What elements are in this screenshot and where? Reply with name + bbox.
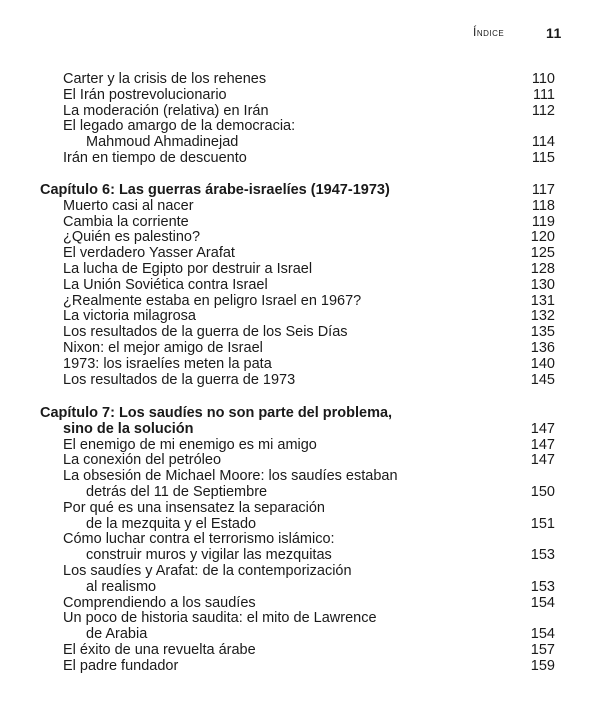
toc-entry-row [0,294,600,310]
page-ref: 135 [530,324,555,341]
page-ref: 114 [531,134,555,151]
page-ref: 154 [530,594,555,611]
page-ref: 157 [530,641,555,658]
entry-title: al realismo [86,578,157,595]
page-ref: 151 [530,515,555,532]
page-ref: 150 [530,483,555,500]
entry-title: La Unión Soviética contra Israel [63,276,268,293]
page-ref: 130 [530,276,555,293]
toc-entry-row [0,341,600,357]
chapter-title: Capítulo 6: Las guerras árabe-israelíes (1947-1973) [40,182,390,198]
toc-entry-row [0,580,600,596]
toc-entry-row [0,469,600,485]
page-ref: 119 [531,213,555,230]
toc-entry-row [0,119,600,135]
toc-entry-row [0,246,600,262]
entry-title: Un poco de historia saudita: el mito de Lawrence [63,610,377,627]
entry-title: Carter y la crisis de los rehenes [63,71,267,87]
toc-entry-row [0,548,600,564]
toc-entry-row [0,659,600,675]
entry-title: El verdadero Yasser Arafat [63,245,235,262]
entry-title: El enemigo de mi enemigo es mi amigo [63,436,317,453]
entry-title: La lucha de Egipto por destruir a Israel [63,260,313,277]
entry-title: de Arabia [86,626,148,643]
entry-title: Cómo luchar contra el terrorismo islámico: [63,531,335,548]
toc-entry-row [0,230,600,246]
toc-entry-row [0,72,600,88]
page-number: 11 [546,25,562,41]
toc-section-chapter-6 [0,183,600,388]
page-ref: 128 [530,260,555,277]
entry-title: El éxito de una revuelta árabe [63,641,256,658]
entry-title: Irán en tiempo de descuento [63,149,247,166]
toc-entry-row [0,643,600,659]
entry-title: El padre fundador [63,657,179,674]
chapter-heading-row [0,422,600,438]
entry-title: La moderación (relativa) en Irán [63,102,269,119]
page-ref: 117 [531,182,555,198]
entry-title: ¿Quién es palestino? [63,229,201,246]
toc-entry-row [0,135,600,151]
page-ref: 118 [531,197,555,214]
entry-title: El Irán postrevolucionario [63,86,227,103]
toc-entry-row [0,151,600,167]
entry-title: Comprendiendo a los saudíes [63,594,256,611]
toc-section-chapter-7 [0,406,600,675]
page-ref: 120 [530,229,555,246]
toc-entry-row [0,325,600,341]
entry-title: La victoria milagrosa [63,308,196,325]
entry-title: Muerto casi al nacer [63,197,194,214]
page-ref: 111 [532,86,555,103]
entry-title: Los resultados de la guerra de 1973 [63,371,296,388]
entry-title: Por qué es una insensatez la separación [63,499,325,516]
entry-title: La conexión del petróleo [63,452,222,469]
entry-title: ¿Realmente estaba en peligro Israel en 1967? [63,292,362,309]
toc-entry-row [0,215,600,231]
entry-title: de la mezquita y el Estado [86,515,257,532]
page-ref: 147 [530,420,555,437]
entry-title: Los resultados de la guerra de los Seis Días [63,324,348,341]
entry-title: 1973: los israelíes meten la pata [63,355,272,372]
toc-entry-row [0,88,600,104]
toc-entry-row [0,611,600,627]
page-ref: 112 [531,102,555,119]
page-ref: 147 [530,452,555,469]
toc-entry-row [0,564,600,580]
chapter-heading-row [0,406,600,422]
page-ref: 115 [531,149,555,166]
toc-entry-row [0,373,600,389]
page-ref: 132 [530,308,555,325]
toc-entry-row [0,309,600,325]
page-ref: 110 [531,71,555,87]
toc-entry-row [0,199,600,215]
entry-title: La obsesión de Michael Moore: los saudíes estaban [63,468,398,485]
page-ref: 140 [530,355,555,372]
page-ref: 159 [530,657,555,674]
running-header-title: Índice [473,25,505,39]
toc-entry-row [0,262,600,278]
chapter-title: sino de la solución [63,420,194,437]
toc-entry-row [0,517,600,533]
toc-entry-row [0,278,600,294]
page-ref: 131 [530,292,555,309]
entry-title: Cambia la corriente [63,213,189,230]
toc-section-continued [0,72,600,167]
toc-entry-row [0,438,600,454]
entry-title: detrás del 11 de Septiembre [86,483,268,500]
page-ref: 153 [530,578,555,595]
page-ref: 153 [530,547,555,564]
entry-title: construir muros y vigilar las mezquitas [86,547,332,564]
toc-entry-row [0,532,600,548]
page-ref: 136 [530,339,555,356]
toc-entry-row [0,485,600,501]
page-ref: 147 [530,436,555,453]
toc-entry-row [0,357,600,373]
page-ref: 125 [530,245,555,262]
toc-entry-row [0,501,600,517]
toc-entry-row [0,453,600,469]
page-ref: 145 [530,371,555,388]
toc-entry-row [0,104,600,120]
entry-title: El legado amargo de la democracia: [63,118,296,135]
toc-entry-row [0,627,600,643]
toc-entry-row [0,596,600,612]
entry-title: Mahmoud Ahmadinejad [86,134,239,151]
entry-title: Nixon: el mejor amigo de Israel [63,339,263,356]
page-ref: 154 [530,626,555,643]
chapter-heading-row [0,183,600,199]
chapter-title: Capítulo 7: Los saudíes no son parte del problema, [40,405,393,421]
entry-title: Los saudíes y Arafat: de la contemporización [63,562,352,579]
